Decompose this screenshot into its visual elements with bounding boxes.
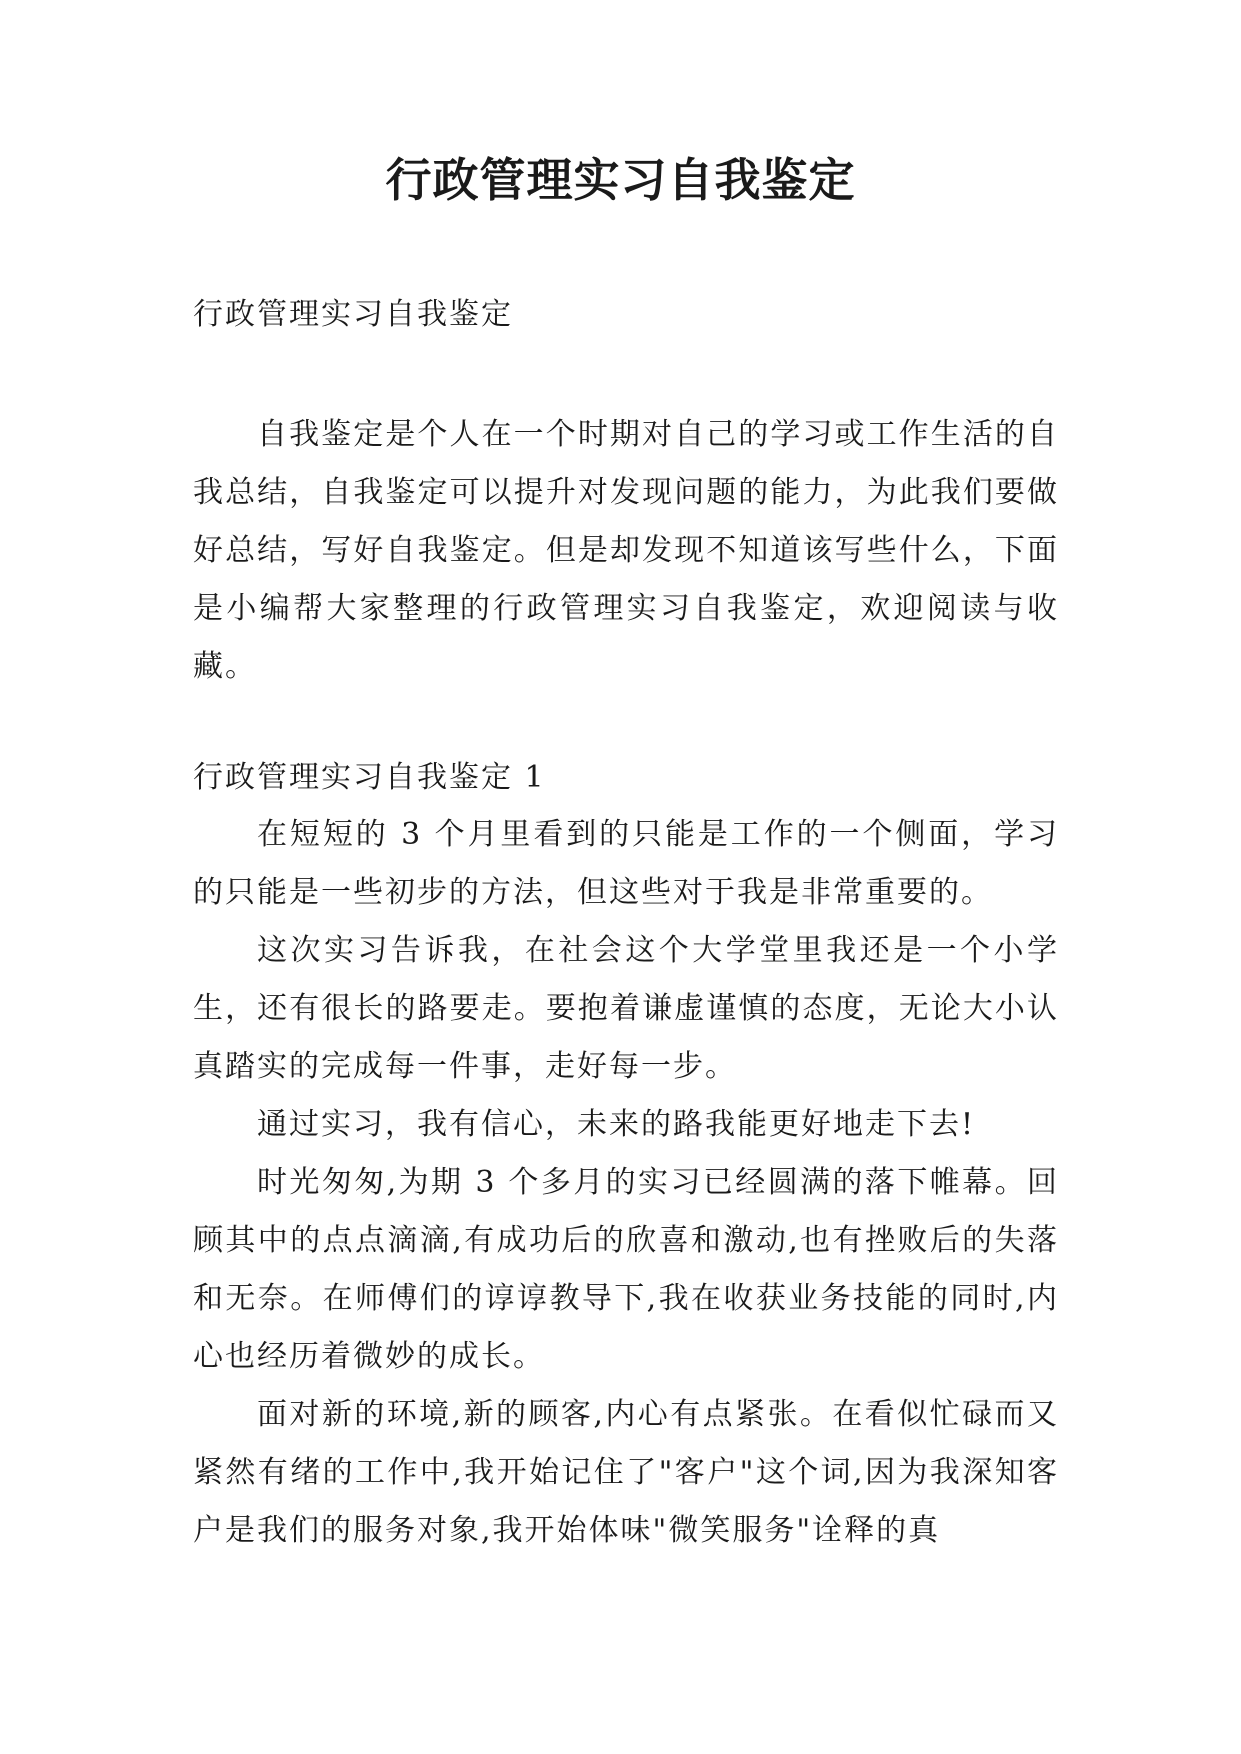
section-heading: 行政管理实习自我鉴定 1	[193, 760, 546, 795]
intro-paragraph: 自我鉴定是个人在一个时期对自己的学习或工作生活的自我总结，自我鉴定可以提升对发现问题的能力，为此我们要做好总结，写好自我鉴定。但是却发现不知道该写些什么，下面是小编帮大家整理的行政管理实习自我鉴定，欢迎阅读与收藏。	[193, 417, 1059, 684]
body-paragraph: 这次实习告诉我，在社会这个大学堂里我还是一个小学生，还有很长的路要走。要抱着谦虚谨慎的态度，无论大小认真踏实的完成每一件事，走好每一步。	[193, 933, 1059, 1084]
body-paragraph: 通过实习，我有信心，未来的路我能更好地走下去!	[257, 1107, 976, 1142]
section-body	[193, 806, 1059, 1560]
body-paragraph: 面对新的环境,新的顾客,内心有点紧张。在看似忙碌而又紧然有绪的工作中,我开始记住了"客户"这个词,因为我深知客户是我们的服务对象,我开始体味"微笑服务"诠释的真	[193, 1397, 1059, 1548]
document-subtitle: 行政管理实习自我鉴定	[193, 297, 513, 332]
document-title: 行政管理实习自我鉴定	[385, 153, 856, 207]
body-paragraph: 在短短的 3 个月里看到的只能是工作的一个侧面，学习的只能是一些初步的方法，但这些对于我是非常重要的。	[193, 817, 1059, 910]
body-paragraph: 时光匆匆,为期 3 个多月的实习已经圆满的落下帷幕。回顾其中的点点滴滴,有成功后的欣喜和激动,也有挫败后的失落和无奈。在师傅们的谆谆教导下,我在收获业务技能的同时,内心也经历着微妙的成长。	[193, 1165, 1059, 1374]
